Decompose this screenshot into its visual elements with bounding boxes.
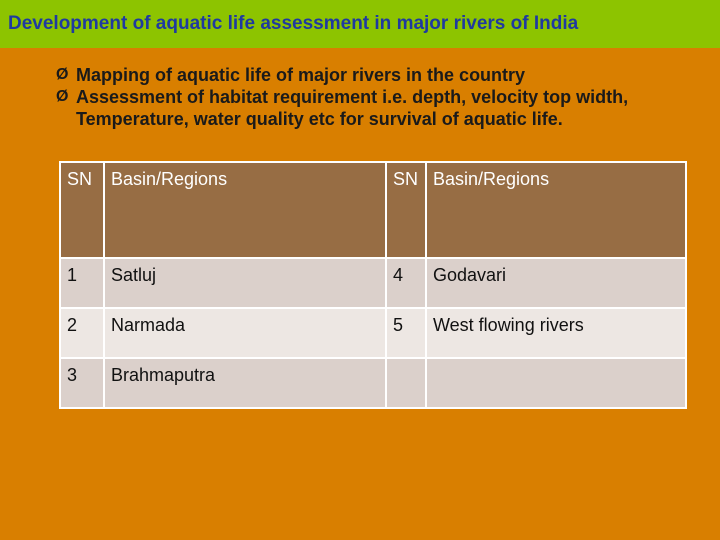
table-cell: Satluj	[104, 258, 386, 308]
bullet-item-1	[56, 64, 706, 86]
table-cell: 3	[60, 358, 104, 408]
table-row	[60, 358, 686, 408]
table-header-row	[60, 162, 686, 258]
table-cell: 5	[386, 308, 426, 358]
slide-title: Development of aquatic life assessment in major rivers of India	[8, 13, 579, 34]
bullet-list	[56, 64, 706, 130]
basin-table	[59, 161, 687, 409]
table-row	[60, 258, 686, 308]
table-cell: 2	[60, 308, 104, 358]
table-cell: West flowing rivers	[426, 308, 686, 358]
arrow-bullet-icon: Ø	[56, 88, 69, 105]
title-bar	[0, 0, 720, 48]
header-basin: Basin/Regions	[426, 162, 686, 258]
arrow-bullet-icon: Ø	[56, 66, 69, 83]
header-sn: SN	[60, 162, 104, 258]
header-basin: Basin/Regions	[104, 162, 386, 258]
bullet-item-2	[56, 86, 706, 130]
table-cell: Brahmaputra	[104, 358, 386, 408]
bullet-text: Mapping of aquatic life of major rivers in the country	[76, 65, 526, 85]
table-cell	[426, 358, 686, 408]
header-sn: SN	[386, 162, 426, 258]
table-cell	[386, 358, 426, 408]
bullet-text: Assessment of habitat requirement i.e. depth, velocity top width, Temperature, water quality etc for survival of aquatic life.	[76, 87, 629, 129]
table-cell: Godavari	[426, 258, 686, 308]
table-cell: 4	[386, 258, 426, 308]
table-cell: 1	[60, 258, 104, 308]
table-row	[60, 308, 686, 358]
table-cell: Narmada	[104, 308, 386, 358]
